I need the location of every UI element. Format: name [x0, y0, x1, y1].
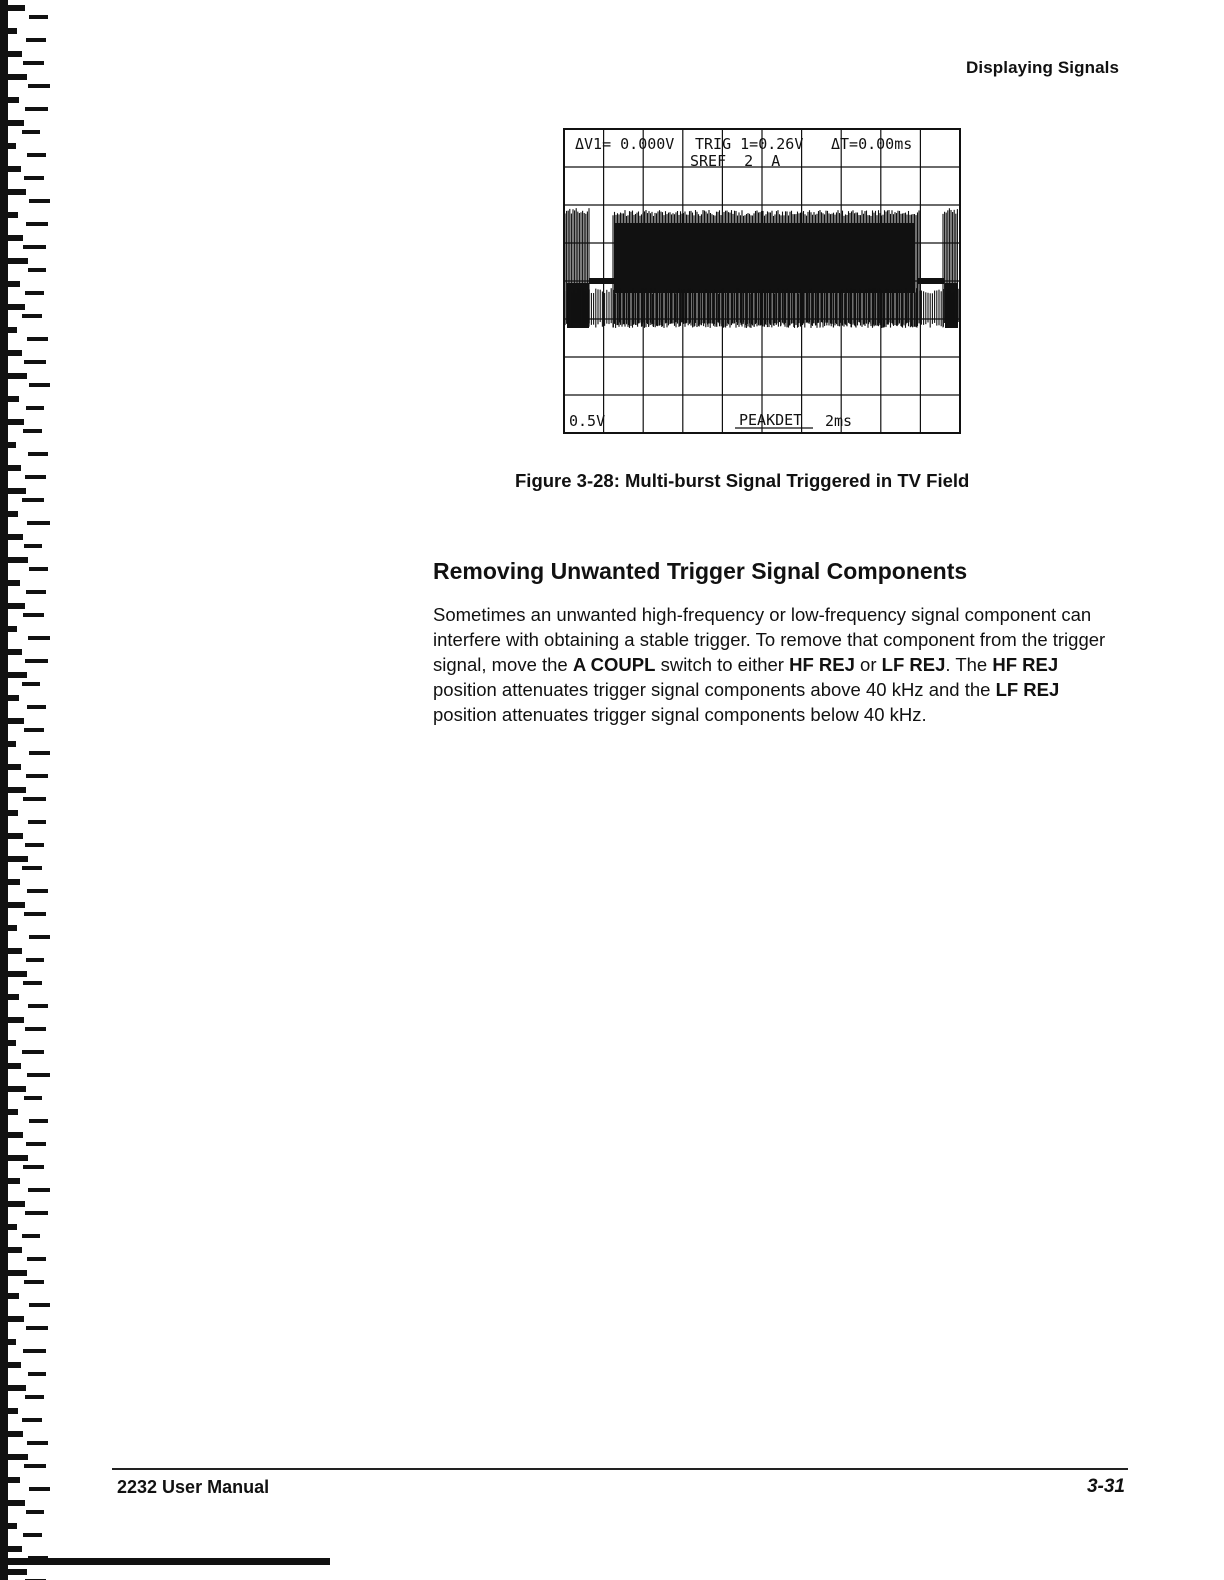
bold-term: LF REJ: [995, 679, 1060, 700]
figure-caption: Figure 3-28: Multi-burst Signal Triggered in TV Field: [515, 470, 970, 491]
paragraph-text: . The: [945, 654, 993, 675]
paragraph-text: position attenuates trigger signal components below 40 kHz.: [433, 704, 927, 725]
paragraph-text: or: [854, 654, 882, 675]
footer-rule: [112, 1468, 1128, 1470]
paragraph-text: Sometimes an unwanted high-frequency or low-frequency signal component can interfere with obtaining a stable trigger. To remove that component from the trigger signal, move the: [433, 604, 1106, 675]
multi-burst-waveform: [565, 208, 959, 328]
peakdet-readout: PEAKDET: [739, 411, 803, 429]
page-bottom-edge: [0, 1558, 330, 1568]
bold-term: A COUPL: [572, 654, 656, 675]
bold-term: HF REJ: [992, 654, 1059, 675]
delta-v1-readout: ΔV1= 0.000V: [575, 135, 675, 153]
manual-name: 2232 User Manual: [117, 1477, 270, 1497]
paragraph-text: switch to either: [655, 654, 790, 675]
time-div-readout: 2ms: [825, 412, 853, 430]
oscilloscope-screen: [563, 128, 961, 434]
bold-term: HF REJ: [789, 654, 855, 675]
delta-t-readout: ΔT=0.00ms: [831, 135, 913, 153]
section-title: Removing Unwanted Trigger Signal Components: [433, 558, 968, 584]
body-paragraph: [433, 602, 1123, 727]
paragraph-text: position attenuates trigger signal components above 40 kHz and the: [433, 679, 996, 700]
binding-edge: [0, 0, 50, 1580]
sref-readout: SREF 2 A: [690, 152, 781, 170]
bold-term: LF REJ: [881, 654, 946, 675]
running-head: Displaying Signals: [966, 58, 1119, 77]
page-number: 3-31: [1086, 1476, 1125, 1497]
trig-readout: TRIG 1=0.26V: [695, 135, 804, 153]
volts-div-readout: 0.5V: [569, 412, 606, 430]
